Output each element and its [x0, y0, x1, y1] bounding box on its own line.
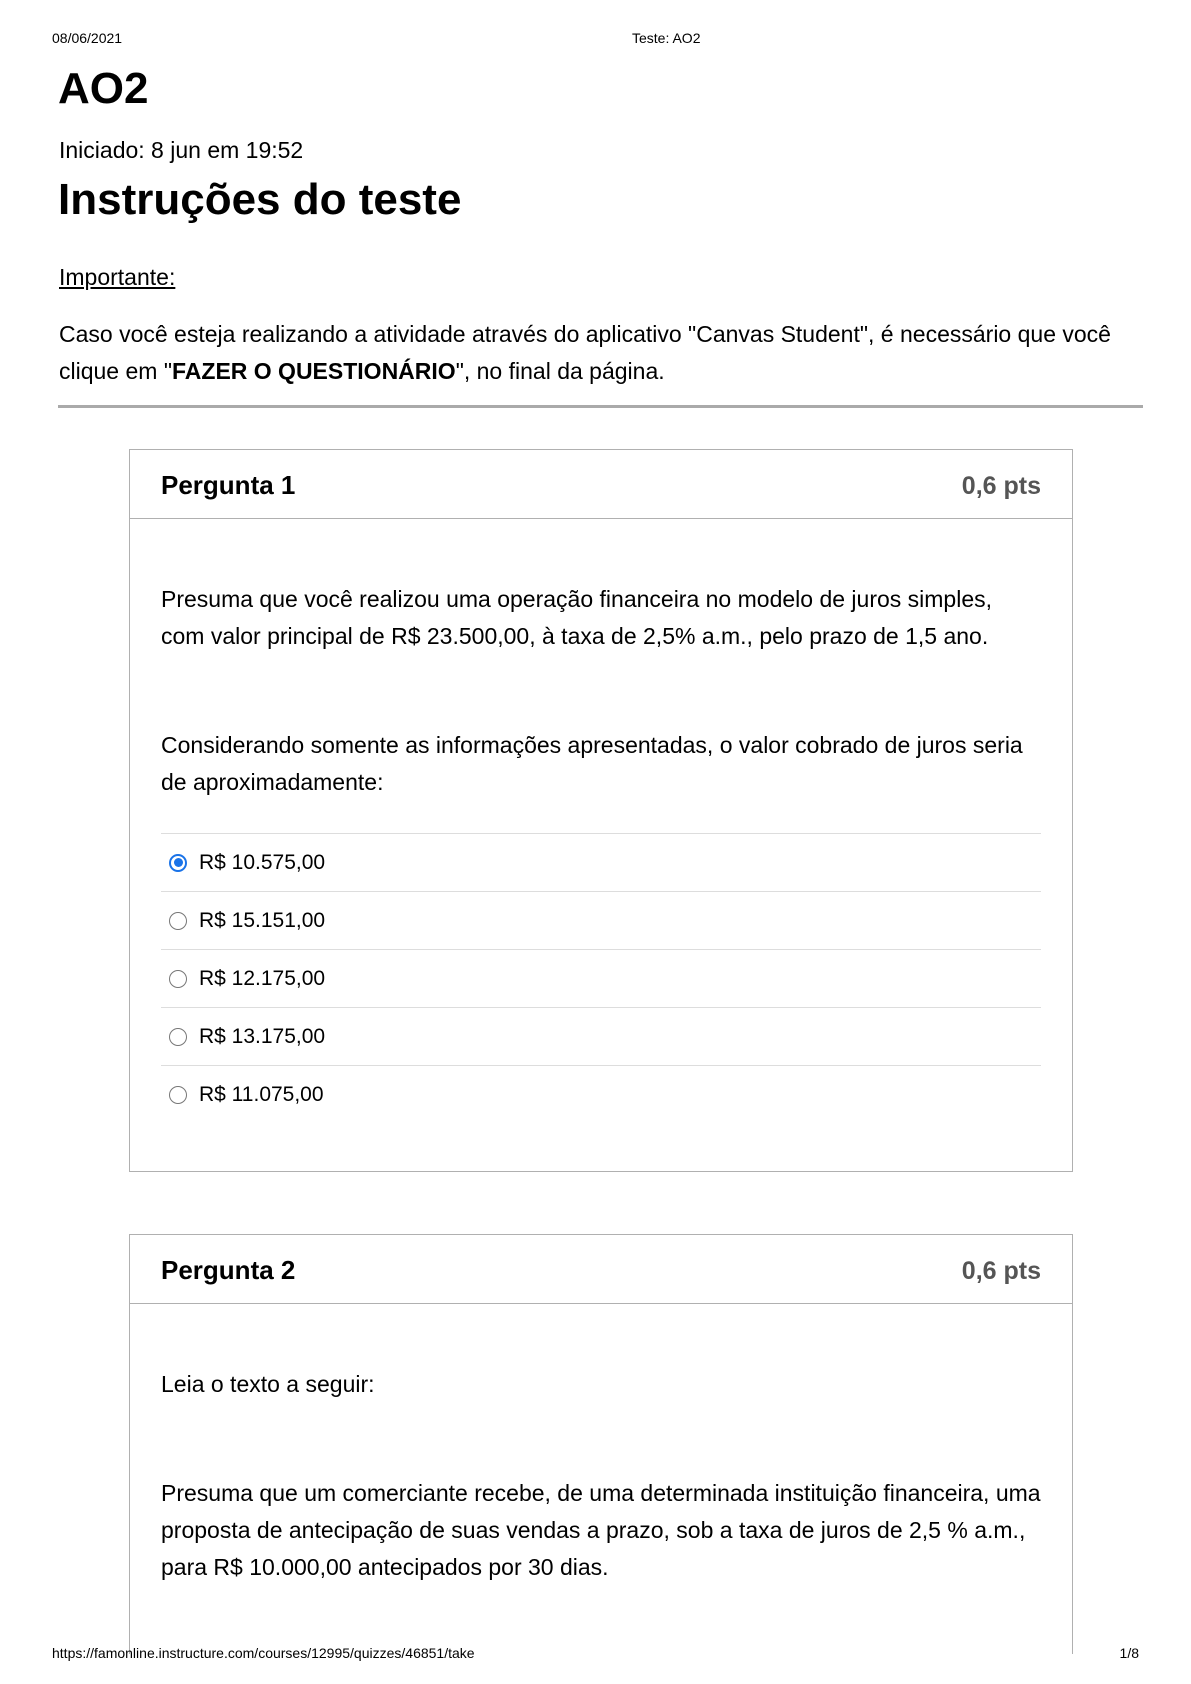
instructions-text-bold: FAZER O QUESTIONÁRIO — [172, 358, 456, 384]
print-date: 08/06/2021 — [52, 30, 123, 46]
radio-icon[interactable] — [169, 1028, 187, 1046]
answer-option[interactable] — [161, 1065, 1041, 1123]
answer-option[interactable] — [161, 891, 1041, 949]
important-label: Importante: — [59, 264, 176, 290]
answer-label: R$ 15.151,00 — [199, 908, 326, 932]
instructions-text-after: ", no final da página. — [455, 358, 665, 384]
question-header — [130, 1235, 1072, 1304]
question-body — [130, 519, 1072, 1123]
page-number: 1/8 — [1119, 1645, 1139, 1661]
answer-option[interactable] — [161, 949, 1041, 1007]
answer-option[interactable] — [161, 833, 1041, 891]
question-text: Considerando somente as informações apresentadas, o valor cobrado de juros seria de aproximadamente: — [161, 732, 1023, 795]
started-timestamp: Iniciado: 8 jun em 19:52 — [59, 137, 304, 163]
print-url: https://famonline.instructure.com/courses/12995/quizzes/46851/take — [52, 1645, 475, 1661]
answer-label: R$ 10.575,00 — [199, 850, 326, 874]
question-text: Leia o texto a seguir: — [161, 1371, 375, 1397]
question-text: Presuma que você realizou uma operação financeira no modelo de juros simples, com valor principal de R$ 23.500,00, à taxa de 2,5% a.m., pelo prazo de 1,5 ano. — [161, 586, 993, 649]
quiz-title: AO2 — [58, 64, 149, 113]
question-body — [130, 1304, 1072, 1586]
radio-icon[interactable] — [169, 912, 187, 930]
question-text: Presuma que um comerciante recebe, de uma determinada instituição financeira, uma proposta de antecipação de suas vendas a prazo, sob a taxa de juros de 2,5 % a.m., para R$ 10.000,00 antecipados por 30 dias. — [161, 1480, 1041, 1580]
instructions-text-before: Caso você esteja realizando a atividade através do aplicativo "Canvas Student", é necessário que você clique em " — [59, 321, 1111, 384]
print-header — [52, 30, 1139, 50]
question-name: Pergunta 2 — [161, 1255, 296, 1285]
answer-option[interactable] — [161, 1007, 1041, 1065]
section-divider — [58, 405, 1143, 408]
radio-selected-icon[interactable] — [169, 854, 187, 872]
question-points: 0,6 pts — [961, 1257, 1041, 1285]
question-header — [130, 450, 1072, 519]
answer-label: R$ 12.175,00 — [199, 966, 326, 990]
answer-label: R$ 13.175,00 — [199, 1024, 326, 1048]
radio-icon[interactable] — [169, 970, 187, 988]
instructions-body — [59, 316, 1139, 390]
question-2 — [129, 1234, 1073, 1654]
print-title: Teste: AO2 — [632, 30, 701, 46]
question-points: 0,6 pts — [961, 472, 1041, 500]
answer-list — [161, 833, 1041, 1123]
answer-label: R$ 11.075,00 — [199, 1082, 324, 1106]
question-name: Pergunta 1 — [161, 470, 296, 500]
question-1 — [129, 449, 1073, 1172]
instructions-title: Instruções do teste — [58, 175, 462, 224]
radio-icon[interactable] — [169, 1086, 187, 1104]
